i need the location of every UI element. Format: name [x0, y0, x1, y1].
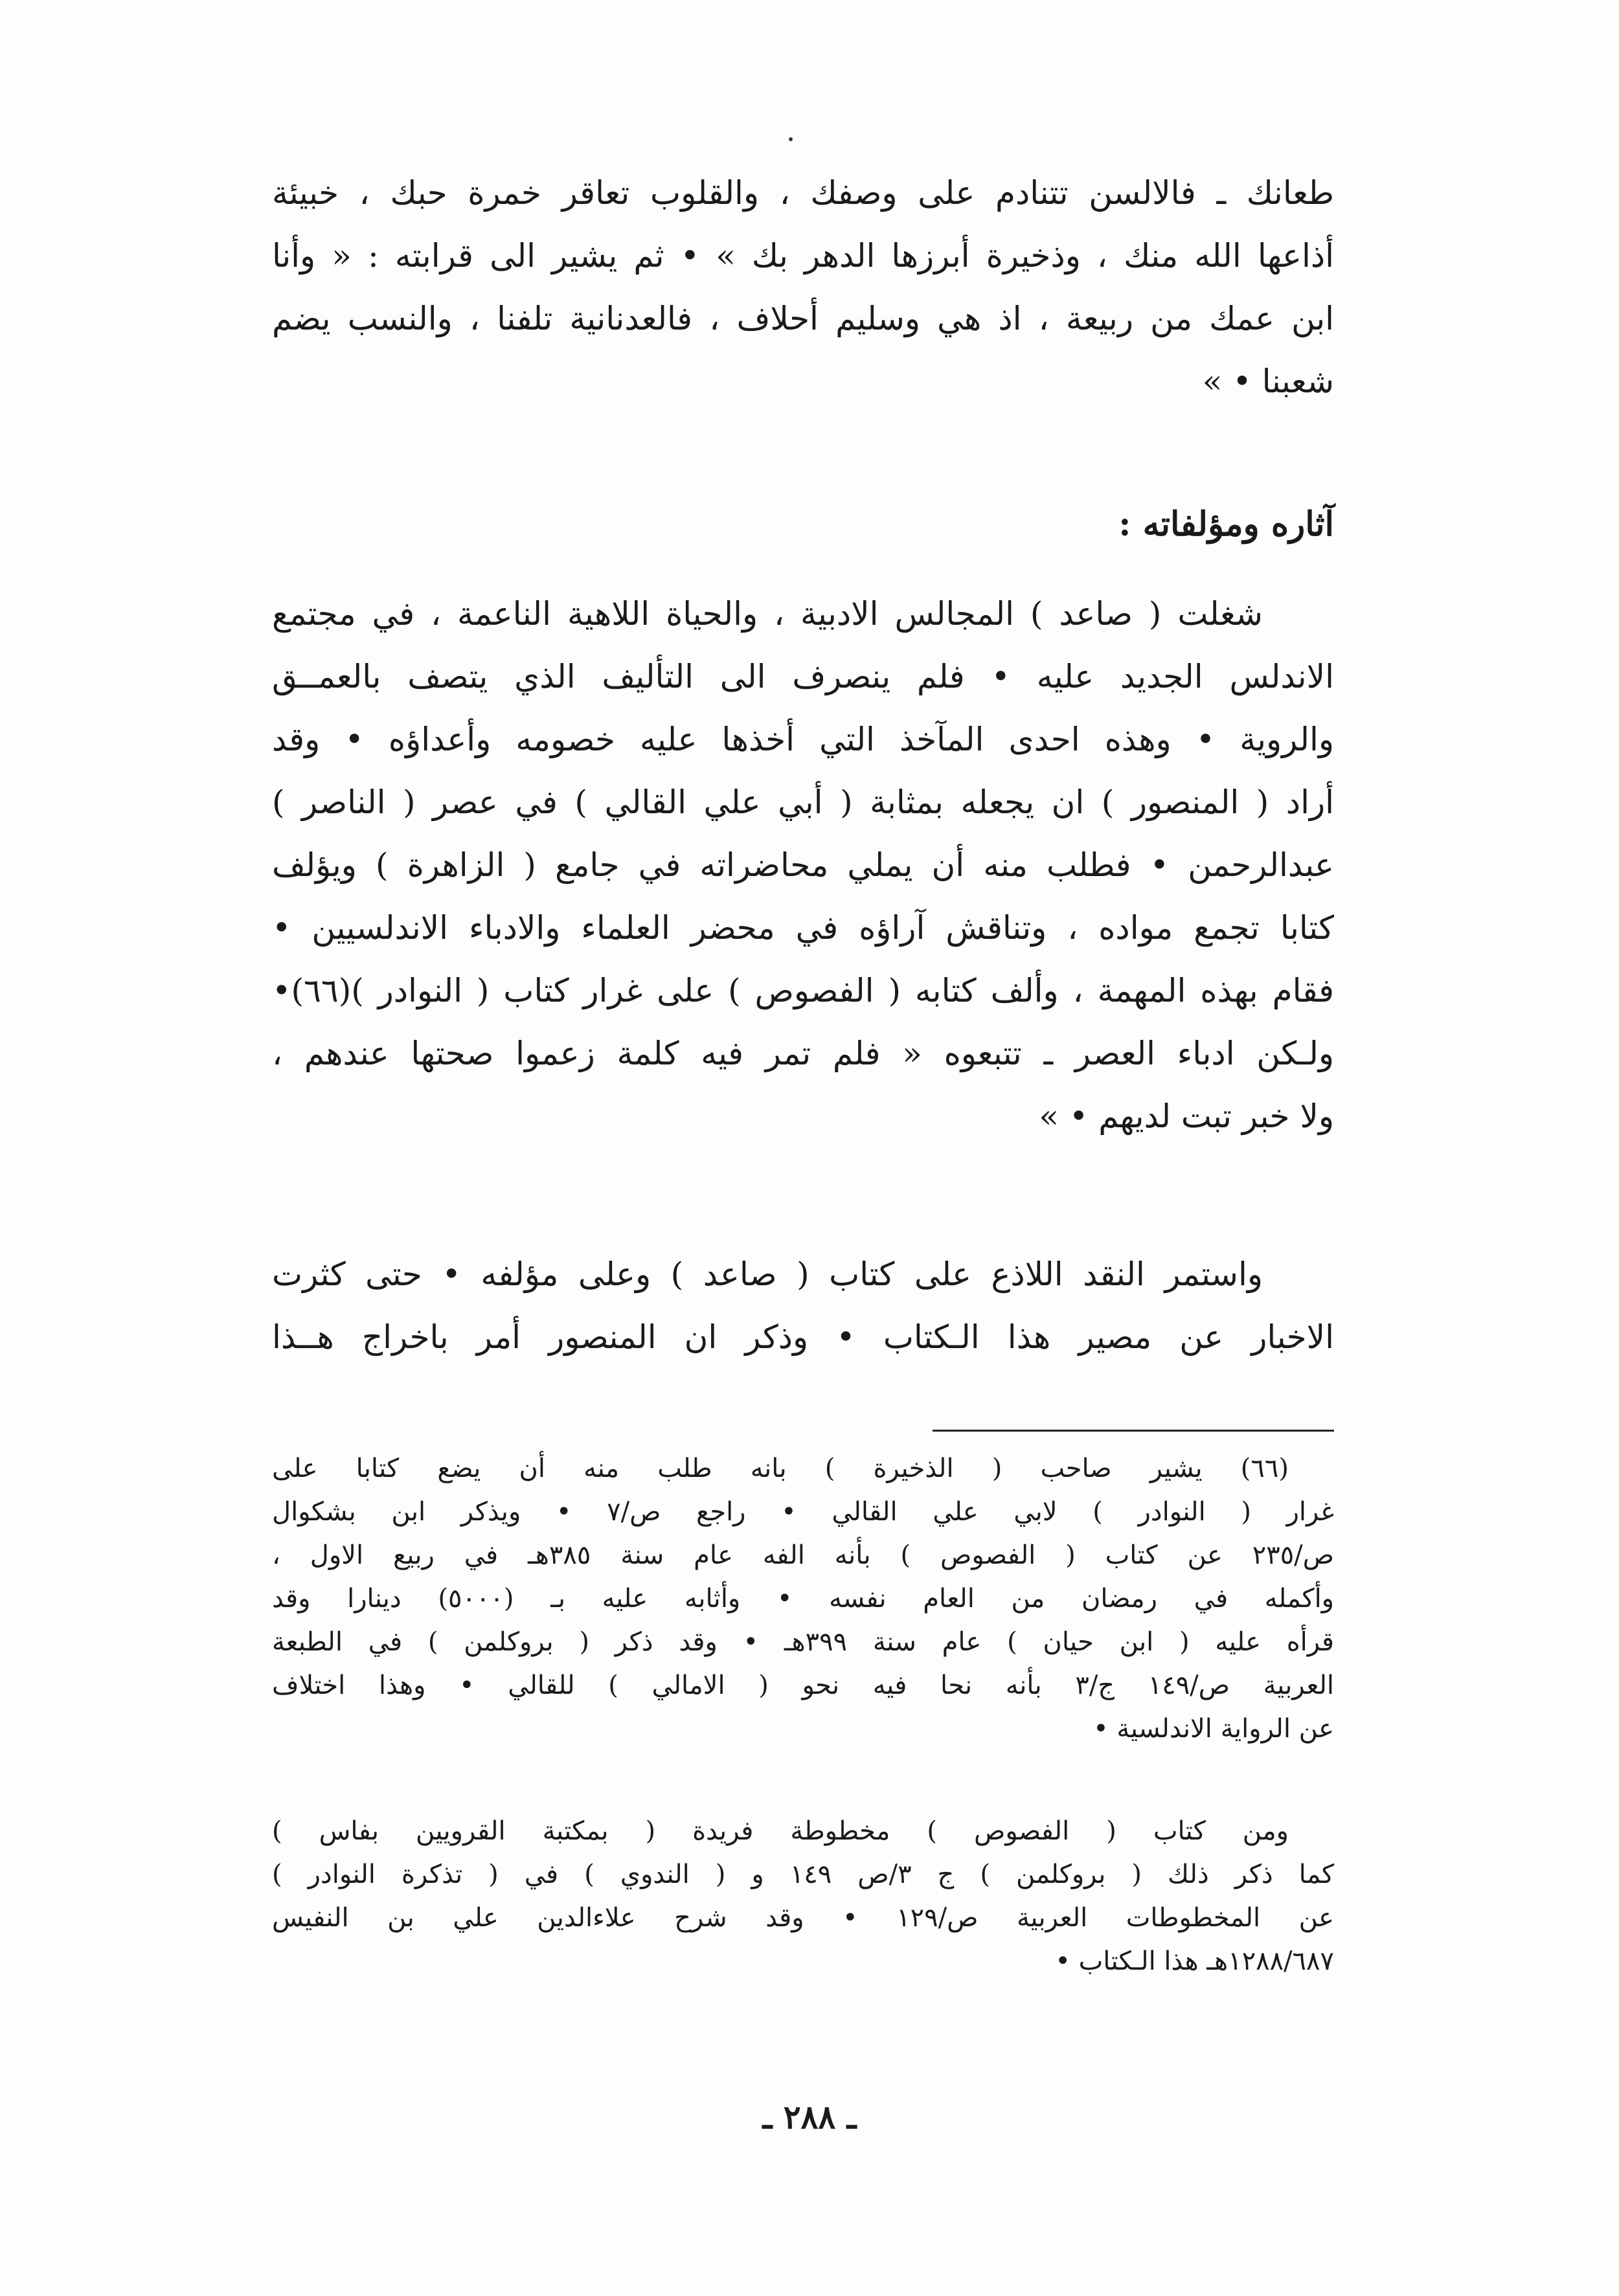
- text-line: أراد ( المنصور ) ان يجعله بمثابة ( أبي علي القالي ) في عصر ( الناصر ): [272, 783, 1334, 821]
- footnote-line: غرار ( النوادر ) لابي علي القالي • راجع ص/٧ • ويذكر ابن بشكوال: [272, 1497, 1335, 1527]
- footnote-line: ومن كتاب ( الفصوص ) مخطوطة فريدة ( بمكتبة القرويين بفاس ): [272, 1816, 1289, 1846]
- intro-paragraph: [272, 162, 1334, 413]
- text-line: كتابا تجمع مواده ، وتناقش آراؤه في محضر العلماء والادباء الاندلسيين •: [272, 909, 1334, 947]
- text-line: طعانك ـ فالالسن تتنادم على وصفك ، والقلوب تعاقر خمرة حبك ، خبيئة: [272, 174, 1334, 212]
- text-line: الاخبار عن مصير هذا الـكتاب • وذكر ان المنصور أمر باخراج هــذا: [272, 1318, 1334, 1356]
- footnote-separator: [933, 1430, 1334, 1432]
- text-line: ولـكن ادباء العصر ـ تتبعوه « فلم تمر فيه كلمة زعموا صحتها عندهم ،: [272, 1035, 1334, 1072]
- text-line: ولا خبر تبت لديهم • »: [1039, 1097, 1334, 1135]
- body-paragraph-1: [272, 583, 1334, 1148]
- section-heading: آثاره ومؤلفاته :: [1118, 504, 1334, 544]
- text-line: شغلت ( صاعد ) المجالس الادبية ، والحياة اللاهية الناعمة ، في مجتمع: [272, 595, 1263, 633]
- text-line: ابن عمك من ربيعة ، اذ هي وسليم أحلاف ، فالعدنانية تلفنا ، والنسب يضم: [272, 300, 1334, 337]
- body-paragraph-2: [272, 1243, 1334, 1369]
- footnote-line: (٦٦) يشير صاحب ( الذخيرة ) بانه طلب منه أن يضع كتابا على: [272, 1454, 1289, 1483]
- footnote-line: وأكمله في رمضان من العام نفسه • وأثابه عليه بـ (٥٠٠٠) دينارا وقد: [272, 1584, 1335, 1614]
- footnote-line: قرأه عليه ( ابن حيان ) عام سنة ٣٩٩هـ • وقد ذكر ( بروكلمن ) في الطبعة: [272, 1627, 1334, 1657]
- text-line: فقام بهذه المهمة ، وألف كتابه ( الفصوص ) على غرار كتاب ( النوادر )(٦٦)•: [272, 972, 1334, 1009]
- text-line: والروية • وهذه احدى المآخذ التي أخذها عليه خصومه وأعداؤه • وقد: [272, 721, 1334, 758]
- page-number: ـ ٢٨٨ ـ: [762, 2098, 857, 2136]
- text-line: شعبنا • »: [1202, 363, 1334, 400]
- footnote-line: ص/٢٣٥ عن كتاب ( الفصوص ) بأنه الفه عام سنة ٣٨٥هـ في ربيع الاول ،: [272, 1540, 1335, 1570]
- footnote-line: كما ذكر ذلك ( بروكلمن ) ج ٣/ص ١٤٩ و ( الندوي ) في ( تذكرة النوادر ): [272, 1860, 1335, 1889]
- footnote-line: عن المخطوطات العربية ص/١٢٩ • وقد شرح علاءالدين علي بن النفيس: [272, 1903, 1334, 1933]
- footnote-66-continued: [272, 1810, 1334, 1983]
- text-line: أذاعها الله منك ، وذخيرة أبرزها الدهر بك » • ثم يشير الى قرابته : « وأنا: [272, 237, 1334, 275]
- footnote-66: [272, 1447, 1334, 1751]
- footnote-line: العربية ص/١٤٩ ج/٣ بأنه نحا فيه نحو ( الامالي ) للقالي • وهذا اختلاف: [272, 1671, 1334, 1700]
- text-line: واستمر النقد اللاذع على كتاب ( صاعد ) وعلى مؤلفه • حتى كثرت: [272, 1255, 1263, 1293]
- footnote-line: ١٢٨٨/٦٨٧هـ هذا الـكتاب •: [1055, 1946, 1334, 1976]
- ink-speck: [789, 137, 793, 141]
- footnote-line: عن الرواية الاندلسية •: [1093, 1714, 1334, 1744]
- text-line: عبدالرحمن • فطلب منه أن يملي محاضراته في جامع ( الزاهرة ) ويؤلف: [272, 846, 1334, 884]
- text-line: الاندلس الجديد عليه • فلم ينصرف الى التأليف الذي يتصف بالعمــق: [272, 658, 1334, 695]
